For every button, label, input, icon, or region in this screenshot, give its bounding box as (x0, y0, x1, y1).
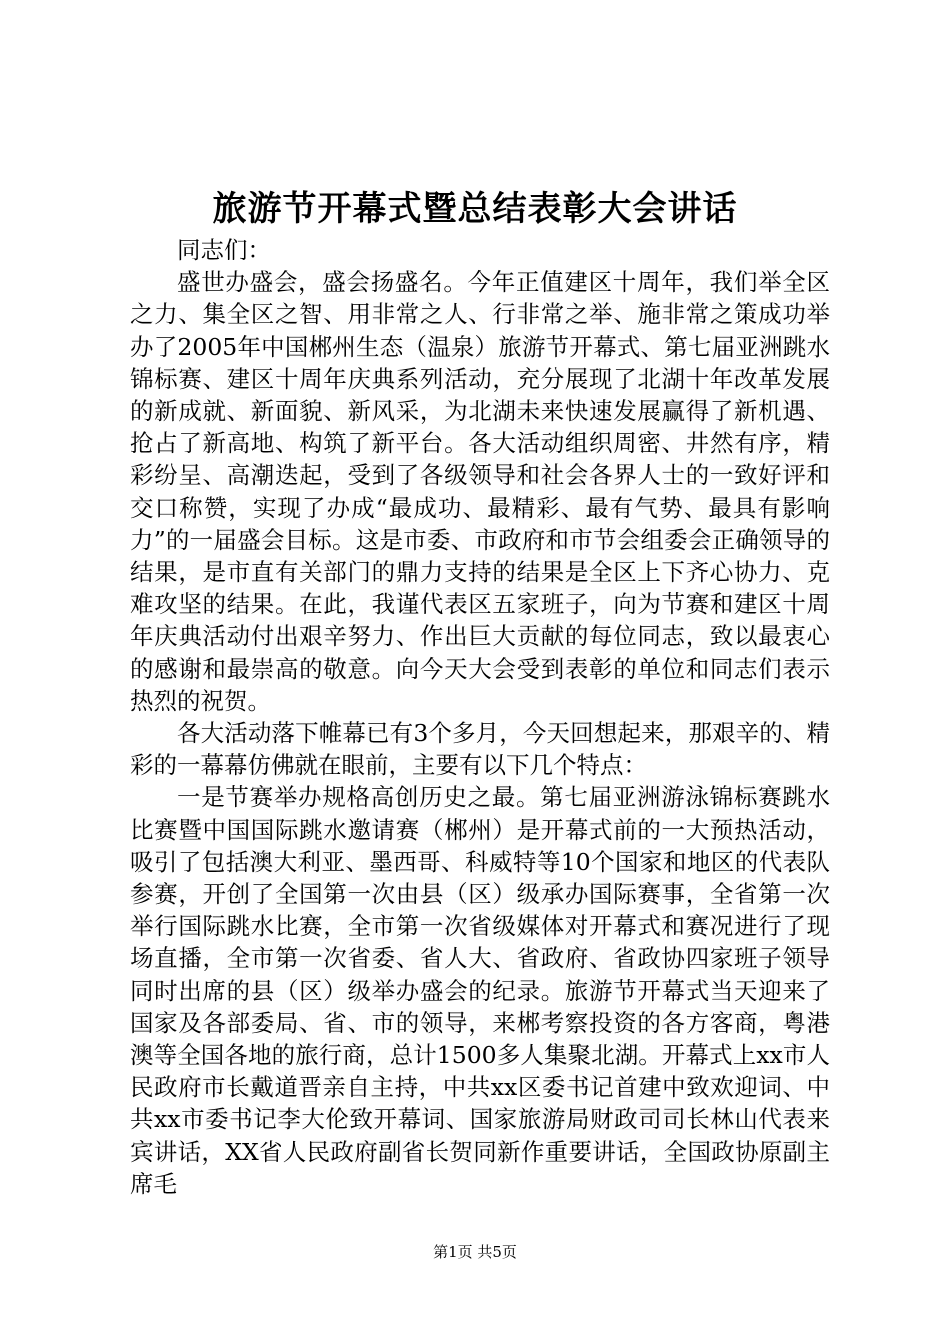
salutation: 同志们： (177, 236, 271, 264)
paragraph-1: 盛世办盛会，盛会扬盛名。今年正值建区十周年，我们举全区之力、集全区之智、用非常之人、行非常之举、施非常之策成功举办了2005年中国郴州生态（温泉）旅游节开幕式、第七届亚洲跳水锦标赛、建区十周年庆典系列活动，充分展现了北湖十年改革发展的新成就、新面貌、新风采，为北湖未来快速发展赢得了新机遇、抢占了新高地、构筑了新平台。各大活动组织周密、井然有序，精彩纷呈、高潮迭起，受到了各级领导和社会各界人士的一致好评和交口称赞，实现了办成“最成功、最精彩、最有气势、最具有影响力”的一届盛会目标。这是市委、市政府和市节会组委会正确领导的结果，是市直有关部门的鼎力支持的结果是全区上下齐心协力、克难攻坚的结果。在此，我谨代表区五家班子，向为节赛和建区十周年庆典活动付出艰辛努力、作出巨大贡献的每位同志，致以最衷心的感谢和最崇高的敬意。向今天大会受到表彰的单位和同志们表示热烈的祝贺。 (130, 268, 830, 715)
page-number-footer: 第1页 共5页 (433, 1243, 517, 1261)
paragraph-3: 一是节赛举办规格高创历史之最。第七届亚洲游泳锦标赛跳水比赛暨中国国际跳水邀请赛（郴州）是开幕式前的一大预热活动，吸引了包括澳大利亚、墨西哥、科威特等10个国家和地区的代表队参赛，开创了全国第一次由县（区）级承办国际赛事，全省第一次举行国际跳水比赛，全市第一次省级媒体对开幕式和赛况进行了现场直播，全市第一次省委、省人大、省政府、省政协四家班子领导同时出席的县（区）级举办盛会的纪录。旅游节开幕式当天迎来了国家及各部委局、省、市的领导，来郴考察投资的各方客商，粤港澳等全国各地的旅行商，总计1500多人集聚北湖。开幕式上xx市人民政府市长戴道晋亲自主持，中共xx区委书记首建中致欢迎词、中共xx市委书记李大伦致开幕词、国家旅游局财政司司长林山代表来宾讲话，XX省人民政府副省长贺同新作重要讲话，全国政协原副主席毛 (130, 783, 830, 1198)
paragraph-2: 各大活动落下帷幕已有3个多月，今天回想起来，那艰辛的、精彩的一幕幕仿佛就在眼前，主要有以下几个特点： (130, 719, 830, 780)
document-body (130, 234, 830, 1200)
document-title: 旅游节开幕式暨总结表彰大会讲话 (212, 189, 738, 229)
